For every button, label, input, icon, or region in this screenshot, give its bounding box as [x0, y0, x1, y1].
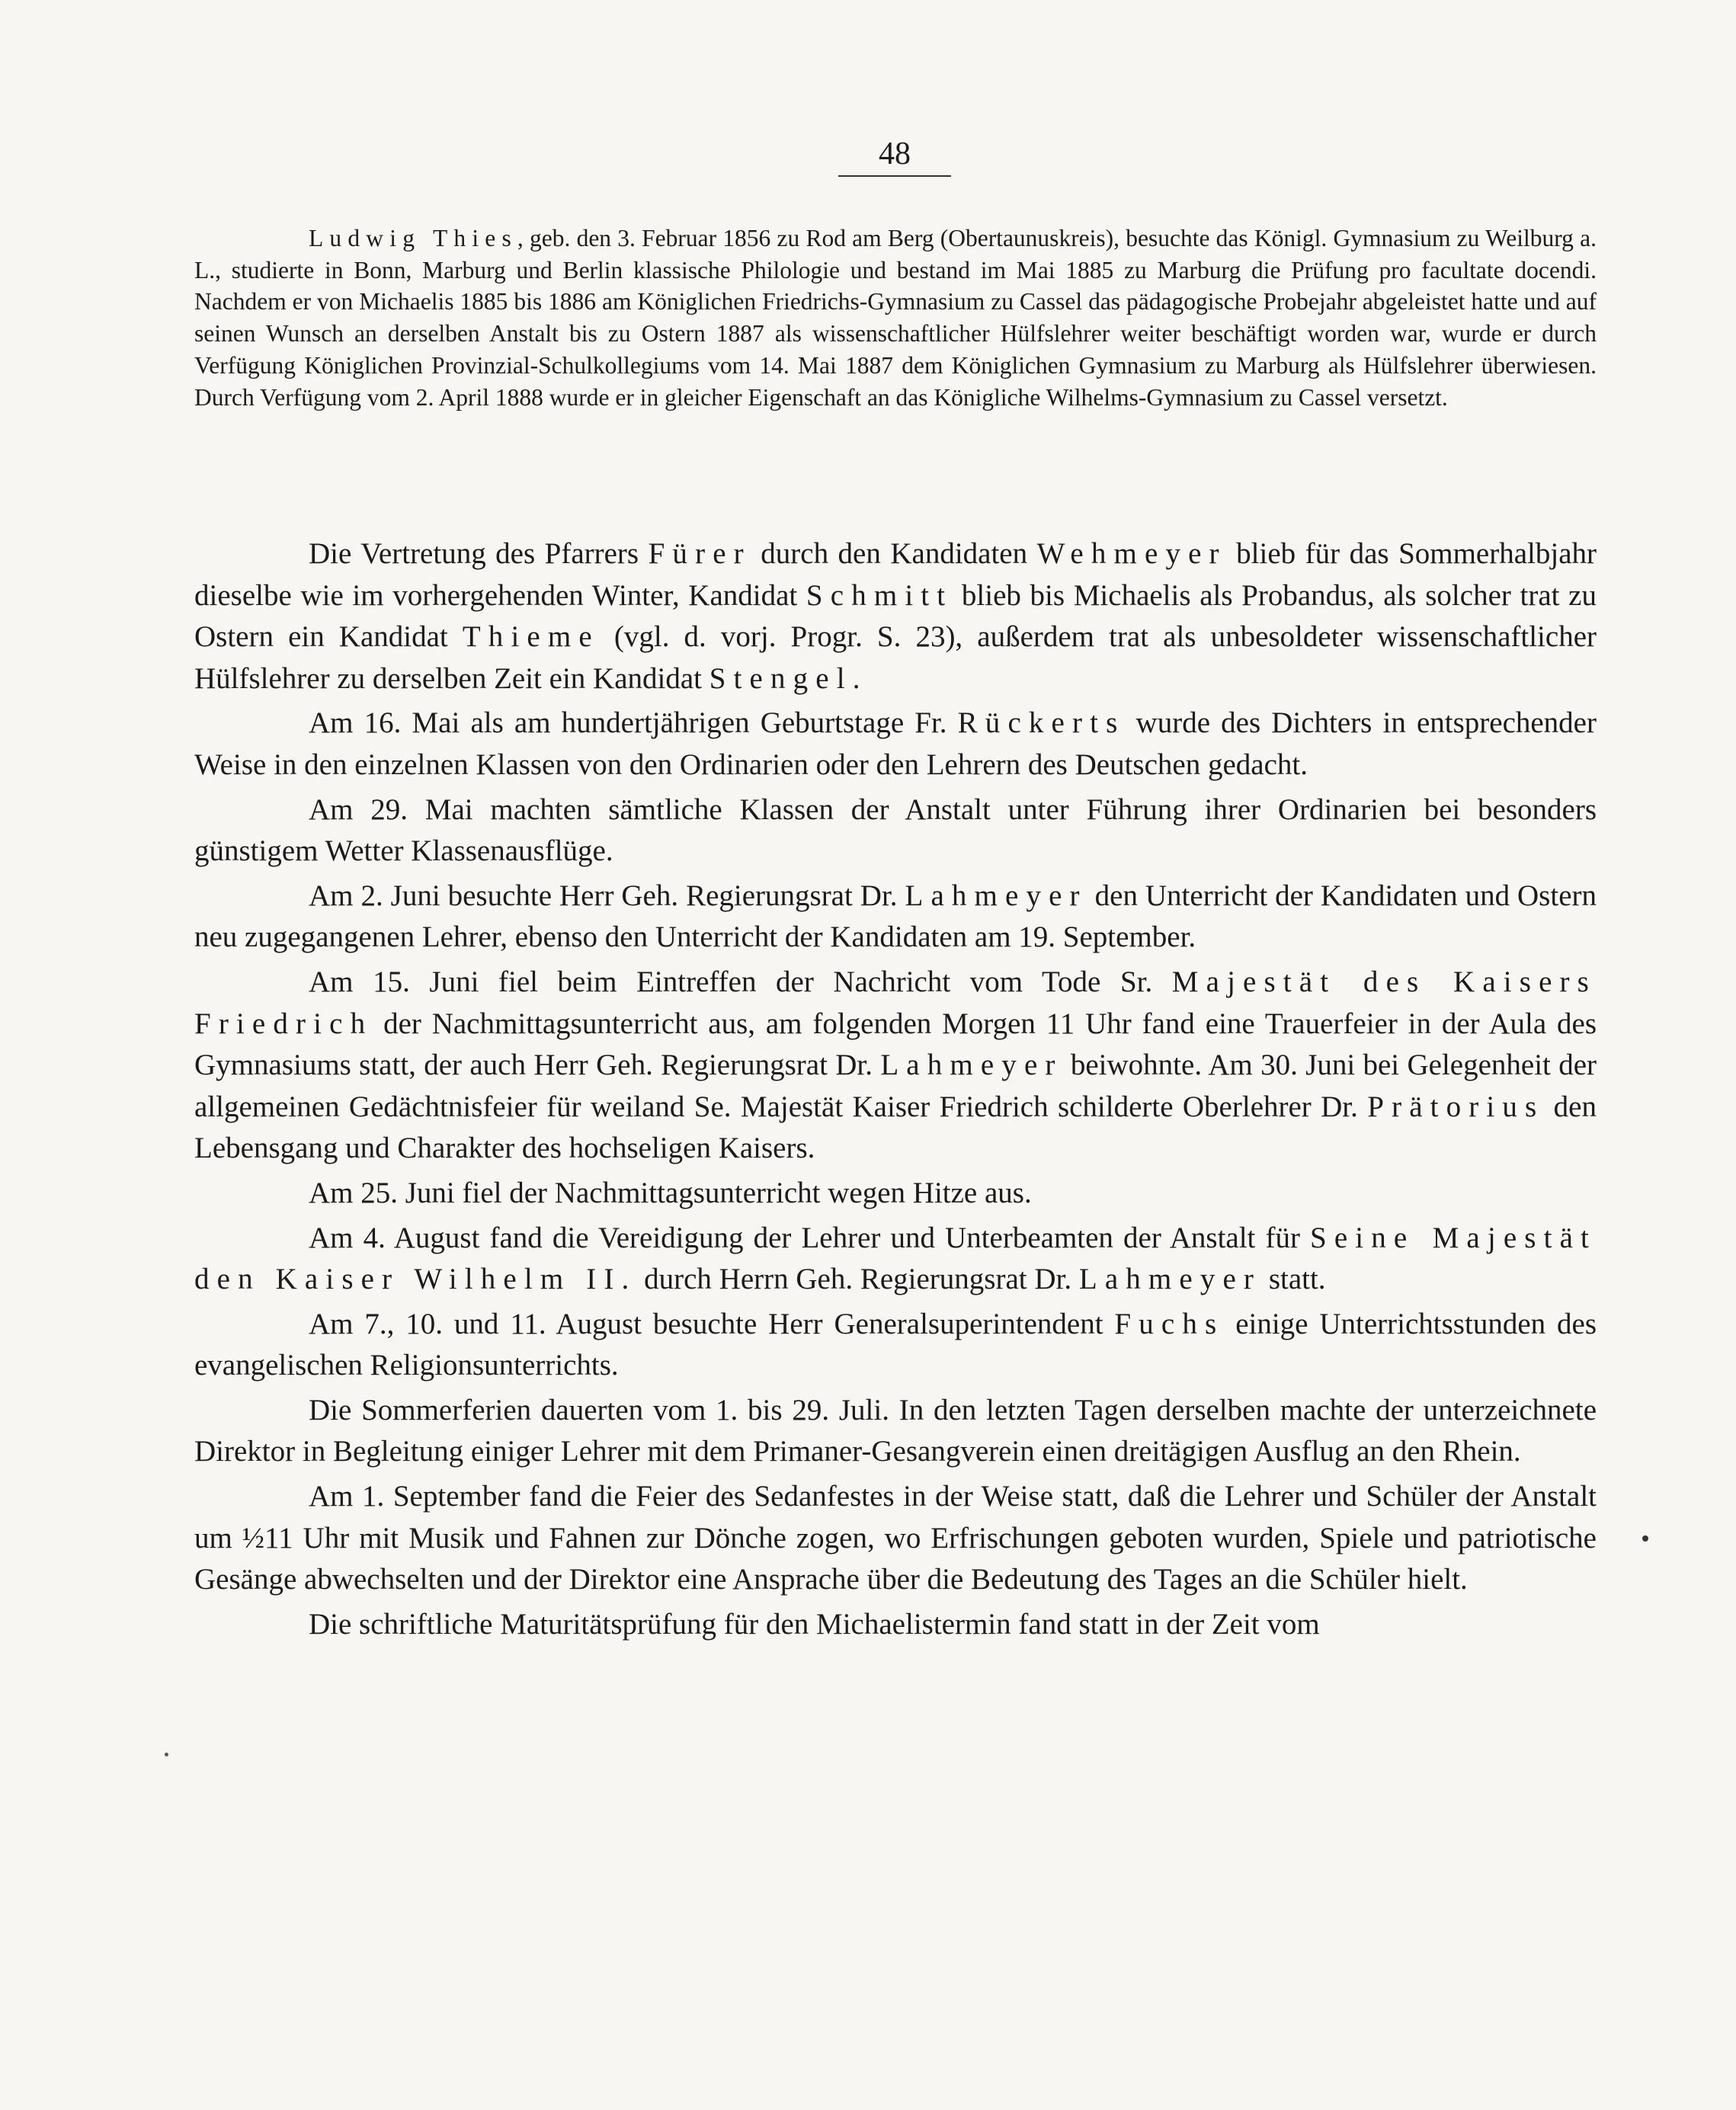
page-number: 48 [838, 136, 951, 177]
paragraph-hitzefrei: Am 25. Juni fiel der Nachmittagsunterricht wegen Hitze aus. [309, 1176, 1032, 1209]
paragraph-generalsuperintendent: Am 7., 10. und 11. August besuchte Herr Generalsuperintendent Fuchs einige Unterrichtsstunden des evangelischen Religionsunterrichts. [194, 1307, 1597, 1382]
paragraph-vertretung: Die Vertretung des Pfarrers Fürer durch den Kandidaten Wehmeyer blieb für das Sommerhalbjahr dieselbe wie im vorhergehenden Winter, Kandidat Schmitt blieb bis Michaelis als Probandus, als solcher trat zu Ostern ein Kandidat Thieme (vgl. d. vorj. Progr. S. 23), außerdem trat als unbesoldeter wissenschaftlicher Hülfslehrer zu derselben Zeit ein Kandidat Stengel. [194, 537, 1597, 695]
paragraph-trauerfeier: Am 15. Juni fiel beim Eintreffen der Nachricht vom Tode Sr. Majestät des Kaisers Friedrich der Nachmittagsunterricht aus, am folgenden Morgen 11 Uhr fand eine Trauerfeier in der Aula des Gymnasiums statt, der auch Herr Geh. Regierungsrat Dr. Lahmeyer beiwohnte. Am 30. Juni bei Gelegenheit der allgemeinen Gedächtnisfeier für weiland Se. Majestät Kaiser Friedrich schilderte Oberlehrer Dr. Prätorius den Lebensgang und Charakter des hochseligen Kaisers. [194, 965, 1597, 1165]
ink-speck [1642, 1535, 1648, 1542]
paragraph-revision: Am 2. Juni besuchte Herr Geh. Regierungsrat Dr. Lahmeyer den Unterricht der Kandidaten und Ostern neu zugegangenen Lehrer, ebenso den Unterricht der Kandidaten am 19. September. [194, 879, 1597, 954]
paragraph-maturitaet: Die schriftliche Maturitätsprüfung für den Michaelistermin fand statt in der Zeit vom [309, 1607, 1320, 1641]
person-name: Ludwig Thies [309, 225, 517, 251]
paragraph-vereidigung: Am 4. August fand die Vereidigung der Lehrer und Unterbeamten der Anstalt für Seine Majestät den Kaiser Wilhelm II. durch Herrn Geh. Regierungsrat Dr. Lahmeyer statt. [194, 1221, 1597, 1296]
biography-section [194, 223, 1597, 413]
paragraph-sedanfest: Am 1. September fand die Feier des Sedanfestes in der Weise statt, daß die Lehrer und Schüler der Anstalt um ½11 Uhr mit Musik und Fahnen zur Dönche zogen, wo Erfrischungen geboten wurden, Spiele und patriotische Gesänge abwechselten und der Direktor eine Ansprache über die Bedeutung des Tages an die Schüler hielt. [194, 1480, 1597, 1596]
chronicle-section [194, 533, 1597, 1645]
biography-thies: Ludwig Thies, geb. den 3. Februar 1856 zu Rod am Berg (Obertaunuskreis), besuchte das Königl. Gymnasium zu Weilburg a. L., studierte in Bonn, Marburg und Berlin klassische Philologie und bestand im Mai 1885 zu Marburg die Prüfung pro facultate docendi. Nachdem er von Michaelis 1885 bis 1886 am Königlichen Friedrichs-Gymnasium zu Cassel das pädagogische Probejahr abgeleistet hatte und auf seinen Wunsch an derselben Anstalt bis zu Ostern 1887 als wissenschaftlicher Hülfslehrer weiter beschäftigt worden war, wurde er durch Verfügung Königlichen Provinzial-Schulkollegiums vom 14. Mai 1887 dem Königlichen Gymnasium zu Marburg als Hülfslehrer überwiesen. Durch Verfügung vom 2. April 1888 wurde er in gleicher Eigenschaft an das Königliche Wilhelms-Gymnasium zu Cassel versetzt. [194, 225, 1597, 411]
paragraph-sommerferien: Die Sommerferien dauerten vom 1. bis 29. Juli. In den letzten Tagen derselben machte der unterzeichnete Direktor in Begleitung einiger Lehrer mit dem Primaner-Gesangverein einen dreitägigen Ausflug an den Rhein. [194, 1393, 1597, 1468]
ink-speck-small [165, 1753, 168, 1756]
paragraph-klassenausfluege: Am 29. Mai machten sämtliche Klassen der Anstalt unter Führung ihrer Ordinarien bei besonders günstigem Wetter Klassenausflüge. [194, 792, 1597, 868]
paragraph-rueckert: Am 16. Mai als am hundertjährigen Geburtstage Fr. Rückerts wurde des Dichters in entsprechender Weise in den einzelnen Klassen von den Ordinarien oder den Lehrern des Deutschen gedacht. [194, 706, 1597, 781]
